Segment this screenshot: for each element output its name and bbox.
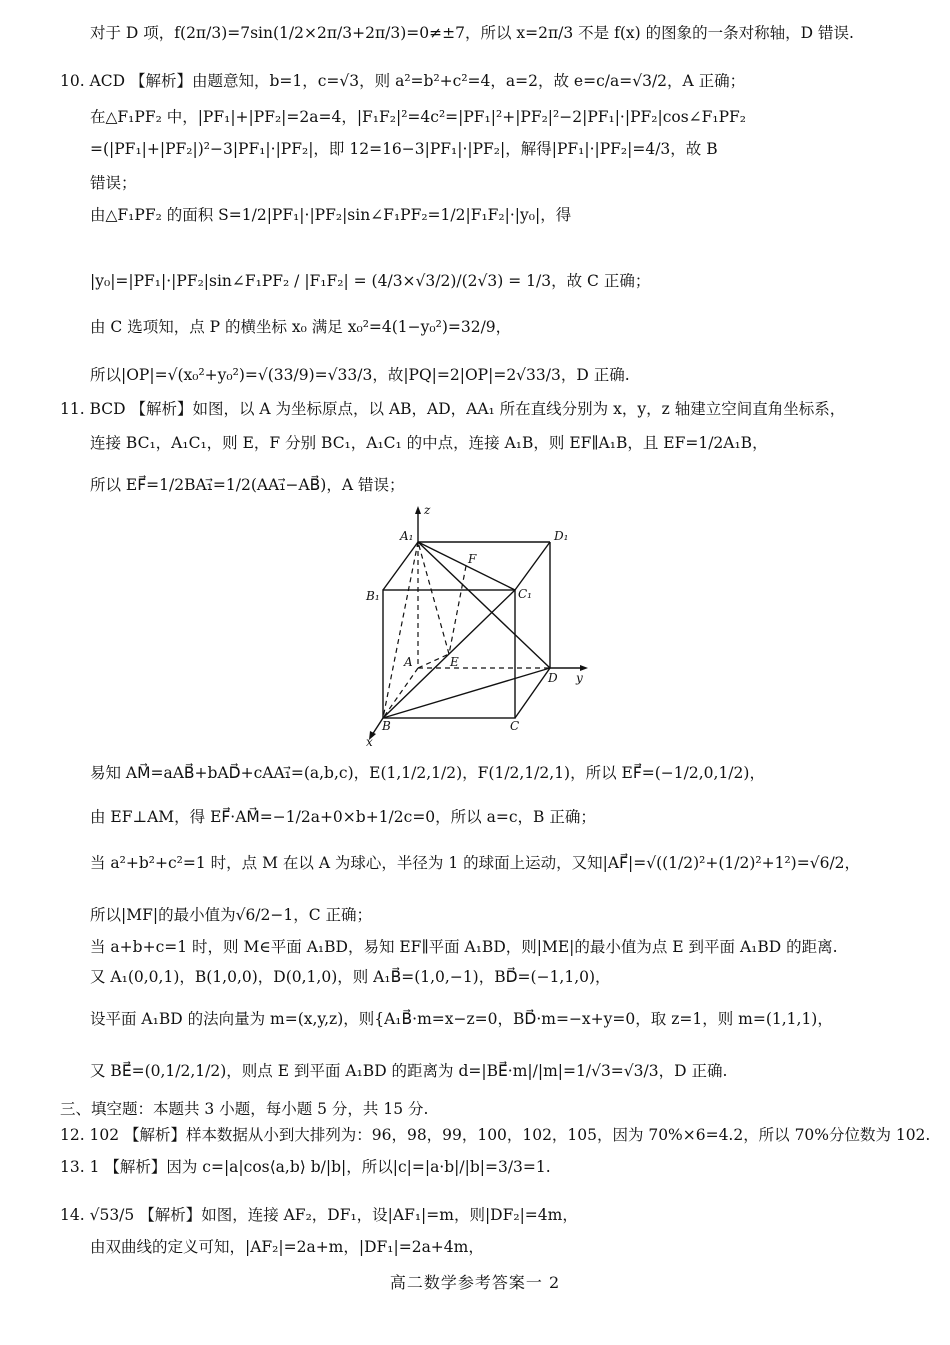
point-label-c: C [510, 719, 520, 733]
text-line: 又 A₁(0,0,1)，B(1,0,0)，D(0,1,0)，则 A₁B⃗=(1,0,−1)，BD⃗=(−1,1,0)， [90, 968, 611, 986]
text-line: 又 BE⃗=(0,1/2,1/2)，则点 E 到平面 A₁BD 的距离为 d=|BE⃗·m|/|m|=1/√3=√3/3，D 正确. [90, 1062, 728, 1080]
text-line: 由 EF⊥AM，得 EF⃗·AM⃗=−1/2a+0×b+1/2c=0，所以 a=c，B 正确； [90, 808, 596, 826]
point-label-d1: D₁ [554, 529, 569, 543]
axis-label-y: y [576, 671, 583, 685]
point-label-a1: A₁ [400, 529, 414, 543]
axis-label-x: x [366, 735, 373, 749]
point-label-b1: B₁ [366, 589, 380, 603]
text-line: 所以|OP|=√(x₀²+y₀²)=√(33/9)=√33/3，故|PQ|=2|OP|=2√33/3，D 正确. [90, 366, 630, 384]
text-line: |y₀|=|PF₁|·|PF₂|sin∠F₁PF₂ / |F₁F₂| = (4/3×√3/2)/(2√3) = 1/3，故 C 正确； [90, 272, 651, 290]
axis-label-z: z [424, 503, 431, 517]
text-line: 14. √53/5 【解析】如图，连接 AF₂，DF₁，设|AF₁|=m，则|DF₂|=4m， [60, 1206, 578, 1224]
text-line: 在△F₁PF₂ 中，|PF₁|+|PF₂|=2a=4，|F₁F₂|²=4c²=|PF₁|²+|PF₂|²−2|PF₁|·|PF₂|cos∠F₁PF₂ [90, 108, 747, 126]
text-line: 13. 1 【解析】因为 c=|a|cos⟨a,b⟩ b/|b|，所以|c|=|a·b|/|b|=3/3=1. [60, 1158, 551, 1176]
text-line: 对于 D 项，f(2π/3)=7sin(1/2×2π/3+2π/3)=0≠±7，所以 x=2π/3 不是 f(x) 的图象的一条对称轴，D 错误. [90, 24, 854, 42]
point-label-d: D [548, 671, 558, 685]
text-line: 由△F₁PF₂ 的面积 S=1/2|PF₁|·|PF₂|sin∠F₁PF₂=1/2|F₁F₂|·|y₀|，得 [90, 206, 572, 224]
text-line: 易知 AM⃗=aAB⃗+bAD⃗+cAA₁⃗=(a,b,c)，E(1,1/2,1/2)，F(1/2,1/2,1)，所以 EF⃗=(−1/2,0,1/2)， [90, 764, 765, 782]
text-line: 当 a²+b²+c²=1 时，点 M 在以 A 为球心，半径为 1 的球面上运动，又知|AF⃗|=√((1/2)²+(1/2)²+1²)=√6/2， [90, 854, 861, 872]
text-line: 当 a+b+c=1 时，则 M∈平面 A₁BD，易知 EF∥平面 A₁BD，则|ME|的最小值为点 E 到平面 A₁BD 的距离. [90, 938, 838, 956]
text-line: 12. 102 【解析】样本数据从小到大排列为：96，98，99，100，102，105，因为 70%×6=4.2，所以 70%分位数为 102. [60, 1126, 931, 1144]
text-line: 所以|MF|的最小值为√6/2−1，C 正确； [90, 906, 373, 924]
page-footer: 高二数学参考答案一 2 [389, 1273, 561, 1292]
text-line: 由双曲线的定义可知，|AF₂|=2a+m，|DF₁|=2a+4m， [90, 1238, 484, 1256]
point-label-b: B [382, 719, 391, 733]
text-line: 连接 BC₁，A₁C₁，则 E，F 分别 BC₁，A₁C₁ 的中点，连接 A₁B，则 EF∥A₁B，且 EF=1/2A₁B， [90, 434, 768, 452]
text-line: 10. ACD 【解析】由题意知，b=1，c=√3，则 a²=b²+c²=4，a=2，故 e=c/a=√3/2，A 正确； [60, 72, 746, 90]
cube-figure [340, 500, 600, 750]
text-line: =(|PF₁|+|PF₂|)²−3|PF₁|·|PF₂|，即 12=16−3|PF₁|·|PF₂|，解得|PF₁|·|PF₂|=4/3，故 B [90, 140, 718, 158]
text-line: 设平面 A₁BD 的法向量为 m=(x,y,z)，则{A₁B⃗·m=x−z=0，BD⃗·m=−x+y=0，取 z=1，则 m=(1,1,1)， [90, 1010, 833, 1028]
text-line: 由 C 选项知，点 P 的横坐标 x₀ 满足 x₀²=4(1−y₀²)=32/9， [90, 318, 512, 336]
point-label-c1: C₁ [518, 587, 532, 601]
section-heading: 三、填空题：本题共 3 小题，每小题 5 分，共 15 分. [60, 1100, 429, 1118]
point-label-a: A [404, 655, 413, 669]
text-line: 错误； [90, 174, 137, 192]
text-line: 11. BCD 【解析】如图，以 A 为坐标原点，以 AB，AD，AA₁ 所在直线分别为 x，y，z 轴建立空间直角坐标系， [60, 400, 846, 418]
point-label-e: E [450, 655, 459, 669]
point-label-f: F [468, 552, 477, 566]
text-line: 所以 EF⃗=1/2BA₁⃗=1/2(AA₁⃗−AB⃗)，A 错误； [90, 476, 405, 494]
